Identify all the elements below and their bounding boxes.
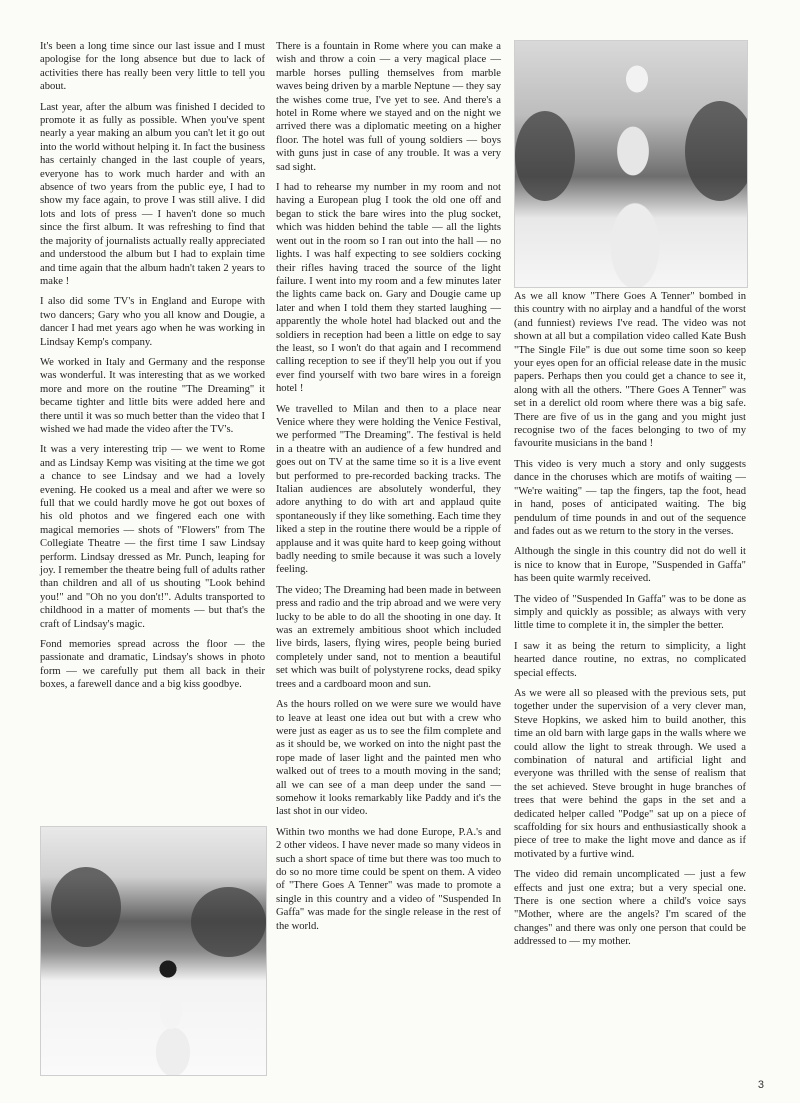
paragraph: Fond memories spread across the floor — the passionate and dramatic, Lindsay's shows in photo form — we carefully put them all back in their boxes, a farewell dance and a big kiss goodbye.: [40, 639, 265, 691]
paragraph: There is a fountain in Rome where you can make a wish and throw a coin — a very magical place — marble horses pulling themselves from marble waves being driven by a marble Neptune — they say the wishes come true, I've yet to see. And there's a hotel in Rome where we stayed and on the night we arrived there was a diplomatic meeting on a higher floor. The hotel was full of young soldiers — boys with guns just in case of any trouble. It was a very sad sight.: [276, 41, 501, 173]
column-1: [40, 40, 265, 699]
paragraph: Last year, after the album was finished I decided to promote it as fully as possible. When you've spent nearly a year making an album you can't let it go out into the world without helping it. In fact the business has certainly changed in the last couple of years, everyone has to work much harder and with an absence of two years from the public eye, I had to show my face again, to prove I was still alive. I did lots and lots of press — I haven't done so much since the first album. It was refreshing to find that the majority of journalists actually really appreciated and understood the album but I had to explain time and time again that the album hadn't taken 2 years to make !: [40, 101, 265, 287]
paragraph: I also did some TV's in England and Europe with two dancers; Gary who you all know and Dougie, a dancer I had met years ago when he was working in Lindsay Kemp's company.: [40, 296, 265, 348]
paragraph: I saw it as being the return to simplicity, a light hearted dance routine, no extras, no complicated special effects.: [514, 640, 746, 679]
paragraph: The video; The Dreaming had been made in between press and radio and the trip abroad and we were very lucky to be able to do all the shooting in one day. It was an extremely ambitious shoot which included live birds, lasers, flying wires, people being buried completely under sand, not to mention a beautiful set which was built of polystyrene rocks, dead spiky trees and a cardboard moon and sun.: [276, 584, 501, 690]
tree-shape: [515, 111, 575, 201]
column-2: [276, 40, 501, 940]
paragraph: I had to rehearse my number in my room and not having a European plug I took the old one off and began to stick the bare wires into the plug socket, which was hidden behind the table — all the lights went out in the room so I ran out into the hall — no lights. I was half expecting to see soldiers cocking their rifles having traced the source of the light failure. I went into my room and a few minutes later the lights came back on. Gary and Dougie came up later and when I told them they started laughing — apparently the whole hotel had blacked out and the soldiers in reception had been a little on edge to say the least, so I won't do that again and I recommend calling reception to see if they'll help you out if you ever find yourself with two bare wires in a foreign hotel !: [276, 182, 501, 395]
paragraph: Although the single in this country did not do well it is nice to know that in Europe, "Suspended in Gaffa" has been quite warmly received.: [514, 546, 746, 585]
paragraph: As the hours rolled on we were sure we would have to leave at least one idea out but with a crew who were just as eager as us to see the film complete and as it should be, we worked on into the night past the rope made of laser light and the painted men who walked out of trees to a mouth moving in the sand; all we can see of a man deep under the sand — somehow it looks remarkably like Paddy and it's the last shot in our video.: [276, 699, 501, 818]
tree-shape: [51, 867, 121, 947]
column-3: [514, 290, 746, 956]
paragraph: This video is very much a story and only suggests dance in the choruses which are motifs of waiting — "We're waiting" — tap the fingers, tap the foot, head in hand, poses of anticipated waiting. The big pendulum of time pounds in and out of the sequence and fades out as we return to the story in the verses.: [514, 458, 746, 537]
paragraph: The video did remain uncomplicated — just a few effects and just one extra; but a very special one. There is one section where a child's voice says "Mother, where are the angels? I'm scared of the changes" and there was only one person that could be addressed to — my mother.: [514, 869, 746, 948]
paragraph: We worked in Italy and Germany and the response was wonderful. It was interesting that as we worked more and more on the routine "The Dreaming" it became tighter and little bits were added here and there until it was so much better than the video that I wished we had made the video after the TV's.: [40, 356, 265, 435]
paragraph: It's been a long time since our last issue and I must apologise for the long absence but due to lack of activities there has really been very little to tell you about.: [40, 41, 265, 93]
paragraph: As we were all so pleased with the previous sets, put together under the supervision of a very clever man, Steve Hopkins, we asked him to build another, this time an old barn with large gaps in the walls where we could allow the light to streak through. We used a combination of natural and artificial light and everyone was thrilled with the sense of realism that the set achieved. Steve brought in huge branches of trees that were behind the gaps in the set and a dedicated helper called "Podge" sat up on a piece of scaffolding for six hours and enthusiastically shook a piece of tree to make the light move and dance as if motivated by a furtive wind.: [514, 687, 746, 860]
paragraph: The video of "Suspended In Gaffa" was to be done as simply and quickly as possible; as always with very little time to complete it in, the simpler the better.: [514, 593, 746, 632]
paragraph: We travelled to Milan and then to a place near Venice where they were holding the Venice Festival, we performed "The Dreaming". The festival is held in a theatre with an audience of a few hundred and goes out on TV at the same time so it is a live event but performed to pre-recorded backing tracks. The Italian audiences are absolutely wonderful, they adore anything to do with art and applaud quite spontaneously if they like something. Each time they liked a step in the routine there would be a ripple of applause and it was quite hard to keep going without badly needing to smile because it was such a lovely feeling.: [276, 403, 501, 576]
paragraph: It was a very interesting trip — we went to Rome and as Lindsay Kemp was visiting at the time we got a chance to see Lindsay and we had a lovely evening. He cooked us a meal and after we were so full that we could hardly move he got out boxes of his old photos and we fingered each one with magical memories — shots of "Flowers" from The Collegiate Theatre — the first time I saw Lindsay perform. Lindsay dressed as Mr. Punch, leaping for joy. I remember the theatre being full of adults rather than children and all of us shouting "Look behind you!" and "Oh no you don't!". Adults transported to childhood in a matter of moments — but that's the craft of Lindsay's magic.: [40, 444, 265, 630]
snowman-photo-closeup: [514, 40, 748, 288]
snowman-landscape-photo: [40, 826, 267, 1076]
tree-shape: [191, 887, 266, 957]
paragraph: Within two months we had done Europe, P.A.'s and 2 other videos. I have never made so many videos in such a short space of time but there was too much to do so no more time could be spent on them. A video of "There Goes A Tenner" was made to promote a single in this country and a video of "Suspended In Gaffa" was made for the single release in the rest of the world.: [276, 826, 501, 932]
paragraph: As we all know "There Goes A Tenner" bombed in this country with no airplay and a handful of the worst (and funniest) reviews I've read. The video was not shown at all but a compilation video called Kate Bush "The Single File" is due out some time soon so keep your eyes open for an official release date in the music papers. Perhaps then you could get a chance to see it, along with all the others. "There Goes A Tenner" was set in a derelict old room where there was a big safe. There are five of us in the gang and you might just recognise two of the faces belonging to two of my favourite musicians in the band !: [514, 291, 746, 450]
page-number: 3: [757, 1079, 764, 1091]
tree-shape: [685, 101, 748, 201]
